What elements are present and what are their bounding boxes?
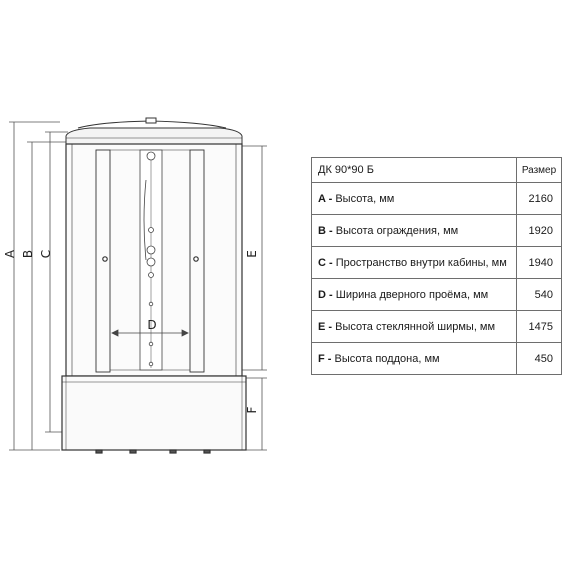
table-row (312, 311, 562, 343)
row-label: Высота поддона, мм (334, 352, 440, 365)
table-row (312, 247, 562, 279)
row-label: Высота стеклянной ширмы, мм (335, 320, 496, 333)
row-value: 450 (517, 343, 562, 375)
row-label: Пространство внутри кабины, мм (335, 256, 507, 269)
specification-table (311, 157, 562, 375)
table-row (312, 279, 562, 311)
row-label: Высота, мм (335, 192, 395, 205)
row-value: 1475 (517, 311, 562, 343)
dim-label-a: A (3, 249, 17, 259)
row-value: 1940 (517, 247, 562, 279)
row-label-cell: A - Высота, мм (312, 183, 517, 215)
size-column-header: Размер (517, 158, 562, 183)
dim-label-c: C (39, 249, 53, 259)
row-value: 1920 (517, 215, 562, 247)
cabin-roof (66, 118, 242, 144)
table-title: ДК 90*90 Б (312, 158, 517, 183)
dim-label-d: D (147, 318, 157, 332)
row-letter: F (318, 352, 325, 365)
row-letter: D (318, 288, 326, 301)
table-row (312, 215, 562, 247)
table-header-row (312, 158, 562, 183)
row-label-cell: D - Ширина дверного проёма, мм (312, 279, 517, 311)
dim-label-f: F (245, 406, 259, 414)
shower-column (140, 150, 162, 370)
row-label-cell: B - Высота ограждения, мм (312, 215, 517, 247)
row-letter: E (318, 320, 326, 333)
dim-label-b: B (21, 249, 35, 259)
row-letter: A (318, 192, 326, 205)
row-value: 2160 (517, 183, 562, 215)
dim-label-e: E (245, 250, 259, 258)
table-row (312, 343, 562, 375)
row-letter: B (318, 224, 326, 237)
shower-tray (62, 376, 246, 453)
row-label-cell: C - Пространство внутри кабины, мм (312, 247, 517, 279)
row-letter: C (318, 256, 326, 269)
row-label: Ширина дверного проёма, мм (335, 288, 489, 301)
row-label: Высота ограждения, мм (335, 224, 459, 237)
row-label-cell: F - Высота поддона, мм (312, 343, 517, 375)
row-label-cell: E - Высота стеклянной ширмы, мм (312, 311, 517, 343)
table-row (312, 183, 562, 215)
row-value: 540 (517, 279, 562, 311)
